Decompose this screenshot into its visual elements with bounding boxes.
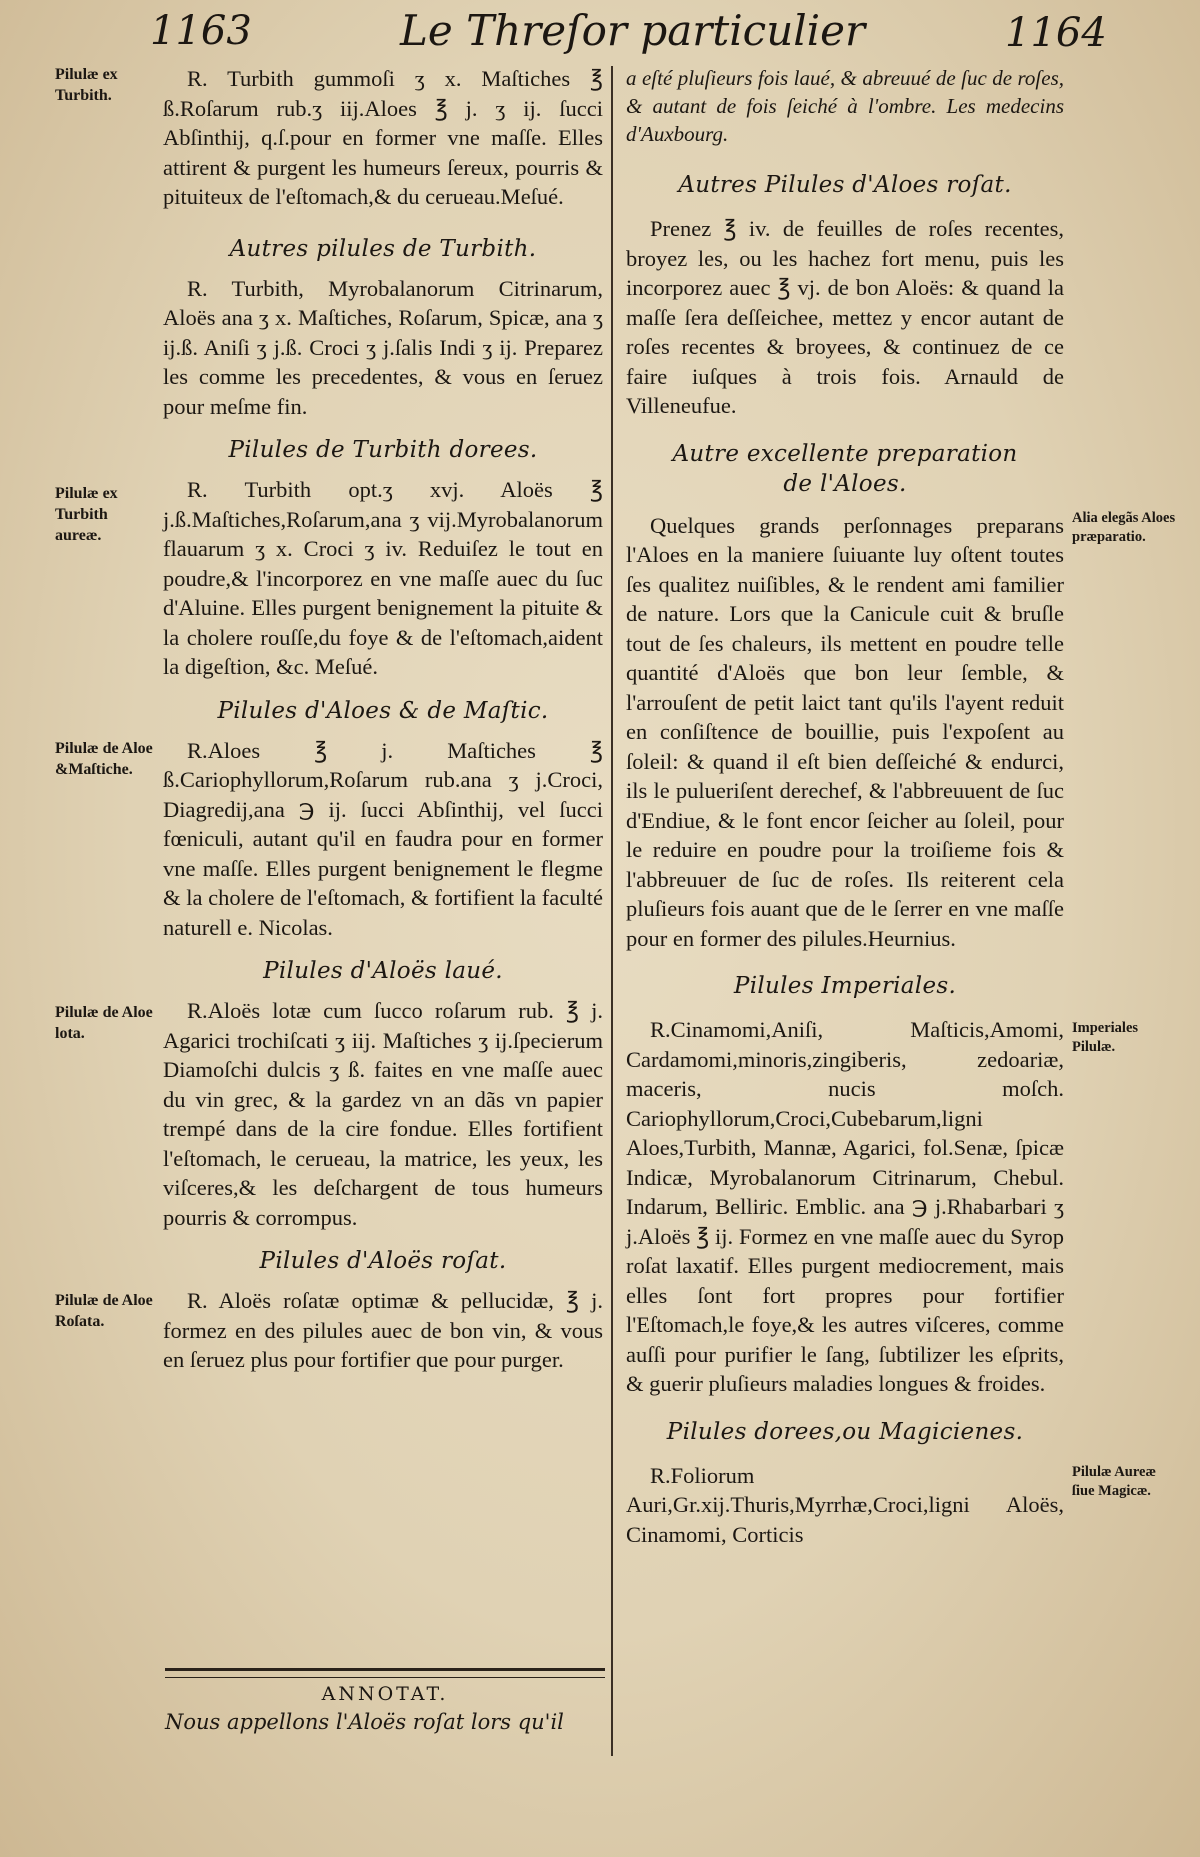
left-page-number: 1163: [150, 8, 252, 54]
entry-body: a eſté pluſieurs fois laué, & abreuué de ſuc de roſes, & autant de fois ſeiché à l'ombre. Les medecins d'Auxbourg.: [626, 66, 1064, 146]
annotation-block: [165, 1680, 605, 1736]
running-title: Le Threſor particulier: [400, 6, 866, 55]
margin-note: Pilulæ de Aloe Roſata.: [55, 1292, 153, 1330]
section-heading: Pilules d'Aloës roſat.: [259, 1248, 507, 1274]
right-page-number: 1164: [1005, 10, 1107, 56]
entry-body: Quelques grands perſonnages preparans l'Aloes en la maniere ſuiuante luy oſtent toutes ſes qualitez nuiſibles, & le rendent ami familier de nature. Lors que la Canicule cuit & bruſle tout de ſes chaleurs, ils mettent en poudre telle quantité d'Aloës que bon leur ſemble, & l'arrouſent de petit laict tant qu'ils l'ayent reduit en conſiſtence de bouillie, puis l'expoſent au ſoleil: & quand il eſt bien deſſeiché & endurci, ils le pulueriſent derechef, & l'abbreuuent de ſuc d'Endiue, & le font encor ſeicher au ſoleil, pour le reduire en poudre pour la troiſieme fois & l'abbreuuer de ſuc de roſes. Ils reiterent cela pluſieurs fois auant que de le ſerrer en vne maſſe pour en former des pilules.Heurnius.: [626, 512, 1064, 951]
entry-turbith: [55, 64, 603, 212]
entry-autres-aloes-rosat: [626, 170, 1064, 421]
entry-body: R. Turbith gummoſi ʒ x. Maſtiches ℥ ß.Roſarum rub.ʒ iij.Aloes ℥ j. ʒ ij. ſucci Abſinthij, q.ſ.pour en former vne maſſe. Elles attirent & purgent les humeurs ſereux, pourris & pituiteux de l'eſtomach,& du cerueau.Meſué.: [163, 66, 603, 209]
entry-aloes-mastic: [55, 696, 603, 943]
entry-body: Prenez ℥ iv. de feuilles de roſes recentes, broyez les, ou les hachez fort menu, puis les incorporez auec ℥ vj. de bon Aloës: & quand la maſſe ſera deſſeichee, mettez y encor autant de roſes recentes & broyees, & continuez de ce faire iuſques à trois fois. Arnauld de Villeneufue.: [626, 216, 1064, 418]
section-heading: Autres Pilules d'Aloes roſat.: [678, 172, 1012, 198]
section-heading: Autre excellente preparation de l'Aloes.: [672, 440, 1018, 497]
entry-body: R.Foliorum Auri,Gr.xij.Thuris,Myrrhæ,Croci,ligni Aloës, Cinamomi, Corticis: [626, 1462, 1064, 1547]
left-column: [55, 64, 603, 1375]
margin-note: Pilulæ ex Turbith aureæ.: [55, 485, 118, 544]
section-heading: Pilules de Turbith dorees.: [228, 437, 538, 463]
entry-excellente-preparation: [626, 439, 1176, 954]
annotation-text: Nous appellons l'Aloës roſat lors qu'il: [165, 1710, 564, 1734]
margin-note: Pilulæ Aureæ ſiue Magicæ.: [1072, 1463, 1156, 1499]
annotation-title: ANNOTAT.: [321, 1683, 449, 1705]
section-heading: Pilules d'Aloes & de Maſtic.: [217, 697, 549, 724]
section-heading: Pilules dorees,ou Magicienes.: [666, 1418, 1024, 1445]
section-heading: Pilules d'Aloës laué.: [263, 958, 503, 984]
margin-note: Pilulæ de Aloe lota.: [55, 1004, 153, 1042]
entry-turbith-dorees: [55, 435, 603, 682]
entry-body: R. Aloës roſatæ optimæ & pellucidæ, ℥ j. formez en des pilules auec de bon vin, & vous en ſeruez plus pour fortifier que pour purger.: [163, 1288, 603, 1372]
margin-note: Pilulæ de Aloe &Maſtiche.: [55, 739, 153, 778]
entry-aloes-rosat: [55, 1246, 603, 1375]
margin-note: Pilulæ ex Turbith.: [55, 66, 118, 104]
margin-note: Alia elegãs Aloes præparatio.: [1072, 509, 1176, 545]
entry-pilules-dorees: [626, 1417, 1156, 1550]
page-header: [0, 0, 1200, 70]
entry-body: R. Turbith, Myrobalanorum Citrinarum, Aloës ana ʒ x. Maſtiches, Roſarum, Spicæ, ana ʒ ij.ß. Aniſi ʒ j.ß. Croci ʒ j.ſalis Indi ʒ ij. Preparez les comme les precedentes, & vous en ſeruez pour meſme fin.: [163, 275, 603, 419]
entry-body: R. Turbith opt.ʒ xvj. Aloës ℥ j.ß.Maſtiches,Roſarum,ana ʒ vij.Myrobalanorum flauarum ʒ x. Croci ʒ iv. Reduiſez le tout en poudre,& l'incorporez en vne maſſe auec du ſuc d'Aluine. Elles purgent benignement la pituite & la cholere rouſſe,du foye & de l'eſtomach,aident la digeſtion, &c. Meſué.: [163, 477, 603, 679]
right-column: [626, 64, 1176, 1549]
entry-body: R.Cinamomi,Aniſi, Maſticis,Amomi, Cardamomi,minoris,zingiberis, zedoariæ, maceris, nucis moſch. Cariophyllorum,Croci,Cubebarum,ligni Aloes,Turbith, Mannæ, Agarici, fol.Senæ, ſpicæ Indicæ, Myrobalanorum Citrinarum, Chebul. Indarum, Belliric. Emblic. ana ℈ j.Rhabarbari ʒ j.Aloës ℥ ij. Formez en vne maſſe auec du Syrop roſat laxatif. Elles purgent mediocrement, mais elles ſont fort propres pour fortifier l'Eſtomach,le foye,& les autres viſceres, comme auſſi pour purifier le ſang, ſubtilizer les eſprits, & guerir pluſieurs maladies longues & froides.: [626, 1017, 1064, 1396]
entry-pilules-imperiales: [626, 971, 1139, 1399]
entry-body: R.Aloës lotæ cum ſucco roſarum rub. ℥ j. Agarici trochiſcati ʒ iij. Maſtiches ʒ ij.ſpecierum Diamoſchi dulcis ʒ ß. faites en vne maſſe auec du vin grec, & la gardez vn an dãs vn papier trempé dans de la cire fondue. Elles fortifient l'eſtomach, le cerueau, la matrice, les yeux, les viſceres,& les deſchargent de tous humeurs pourris & corrompus.: [163, 998, 603, 1230]
entry-aloes-laue: [55, 956, 603, 1232]
annotation-divider: [165, 1668, 605, 1678]
entry-body: R.Aloes ℥ j. Maſtiches ℥ ß.Cariophyllorum,Roſarum rub.ana ʒ j.Croci, Diagredij,ana ℈ ij. ſucci Abſinthij, vel ſucci fœniculi, autant qu'il en faudra pour en former vne maſſe. Elles purgent benignement le flegme & la cholere de l'eſtomach, & fortifient la faculté naturell e. Nicolas.: [163, 737, 603, 940]
column-divider: [611, 66, 613, 1756]
margin-note: Imperiales Pilulæ.: [1072, 1020, 1139, 1055]
section-heading: Autres pilules de Turbith.: [229, 235, 537, 262]
section-heading: Pilules Imperiales.: [733, 973, 957, 999]
entry-continuation: [626, 64, 1064, 148]
entry-autres-turbith: [163, 234, 603, 422]
